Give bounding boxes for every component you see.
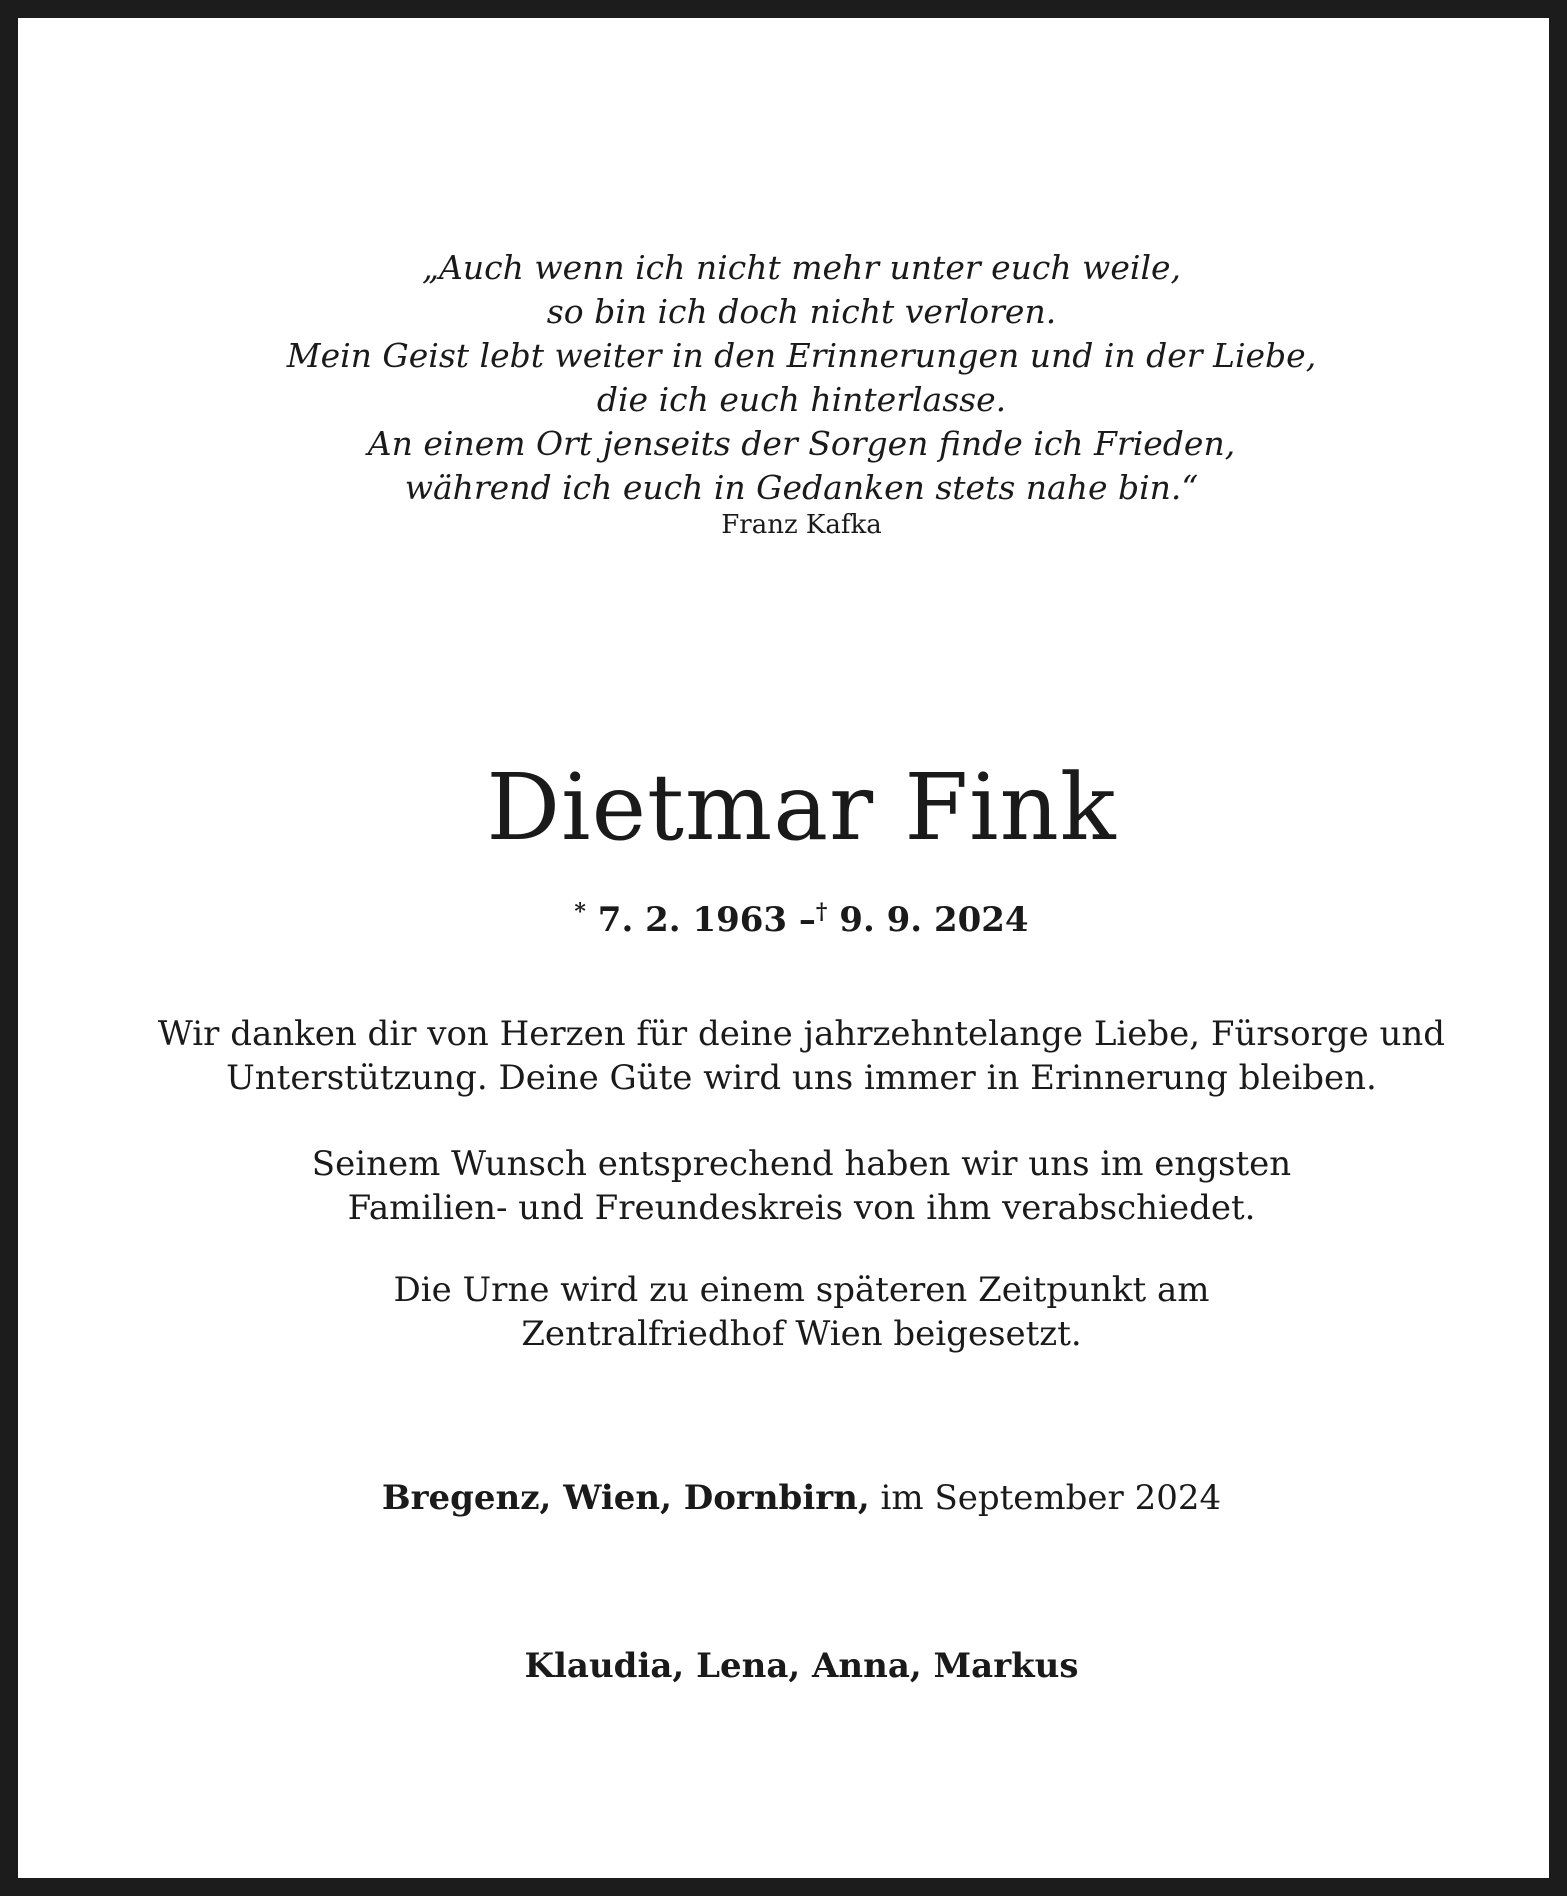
places: Bregenz, Wien, Dornbirn, [381,1478,870,1518]
thanks-paragraph [18,1012,1567,1100]
quote-author: Franz Kafka [721,510,882,540]
quote-line: so bin ich doch nicht verloren. [546,292,1057,331]
death-symbol: † [815,899,828,925]
quote-line: „Auch wenn ich nicht mehr unter euch weile, [421,248,1182,287]
paragraph-line: Unterstützung. Deine Güte wird uns immer in Erinnerung bleiben. [226,1058,1377,1098]
quote-line: während ich euch in Gedanken stets nahe bin.“ [404,468,1199,507]
birth-symbol: * [574,899,586,925]
paragraph-line: Seinem Wunsch entsprechend haben wir uns im engsten [311,1144,1292,1184]
notice-date: im September 2024 [880,1478,1222,1518]
birth-date: 7. 2. 1963 [597,900,788,940]
quote-line: Mein Geist lebt weiter in den Erinnerungen und in der Liebe, [286,336,1317,375]
paragraph-line: Familien- und Freundeskreis von ihm verabschiedet. [347,1188,1256,1228]
date-dash: – [798,900,816,940]
death-date: 9. 9. 2024 [839,900,1029,940]
quote-line: die ich euch hinterlasse. [596,380,1007,419]
quote-line: An einem Ort jenseits der Sorgen finde ich Frieden, [367,424,1236,463]
paragraph-line: Die Urne wird zu einem späteren Zeitpunkt am [393,1270,1210,1310]
life-dates [18,890,1567,942]
urn-paragraph [18,1268,1567,1356]
place-and-date [18,1476,1567,1520]
deceased-name: Dietmar Fink [486,754,1117,861]
mourners-names: Klaudia, Lena, Anna, Markus [524,1646,1079,1686]
paragraph-line: Wir danken dir von Herzen für deine jahrzehntelange Liebe, Fürsorge und [157,1014,1446,1054]
quote-block [18,246,1567,510]
paragraph-line: Zentralfriedhof Wien beigesetzt. [521,1314,1082,1354]
farewell-paragraph [18,1142,1567,1230]
